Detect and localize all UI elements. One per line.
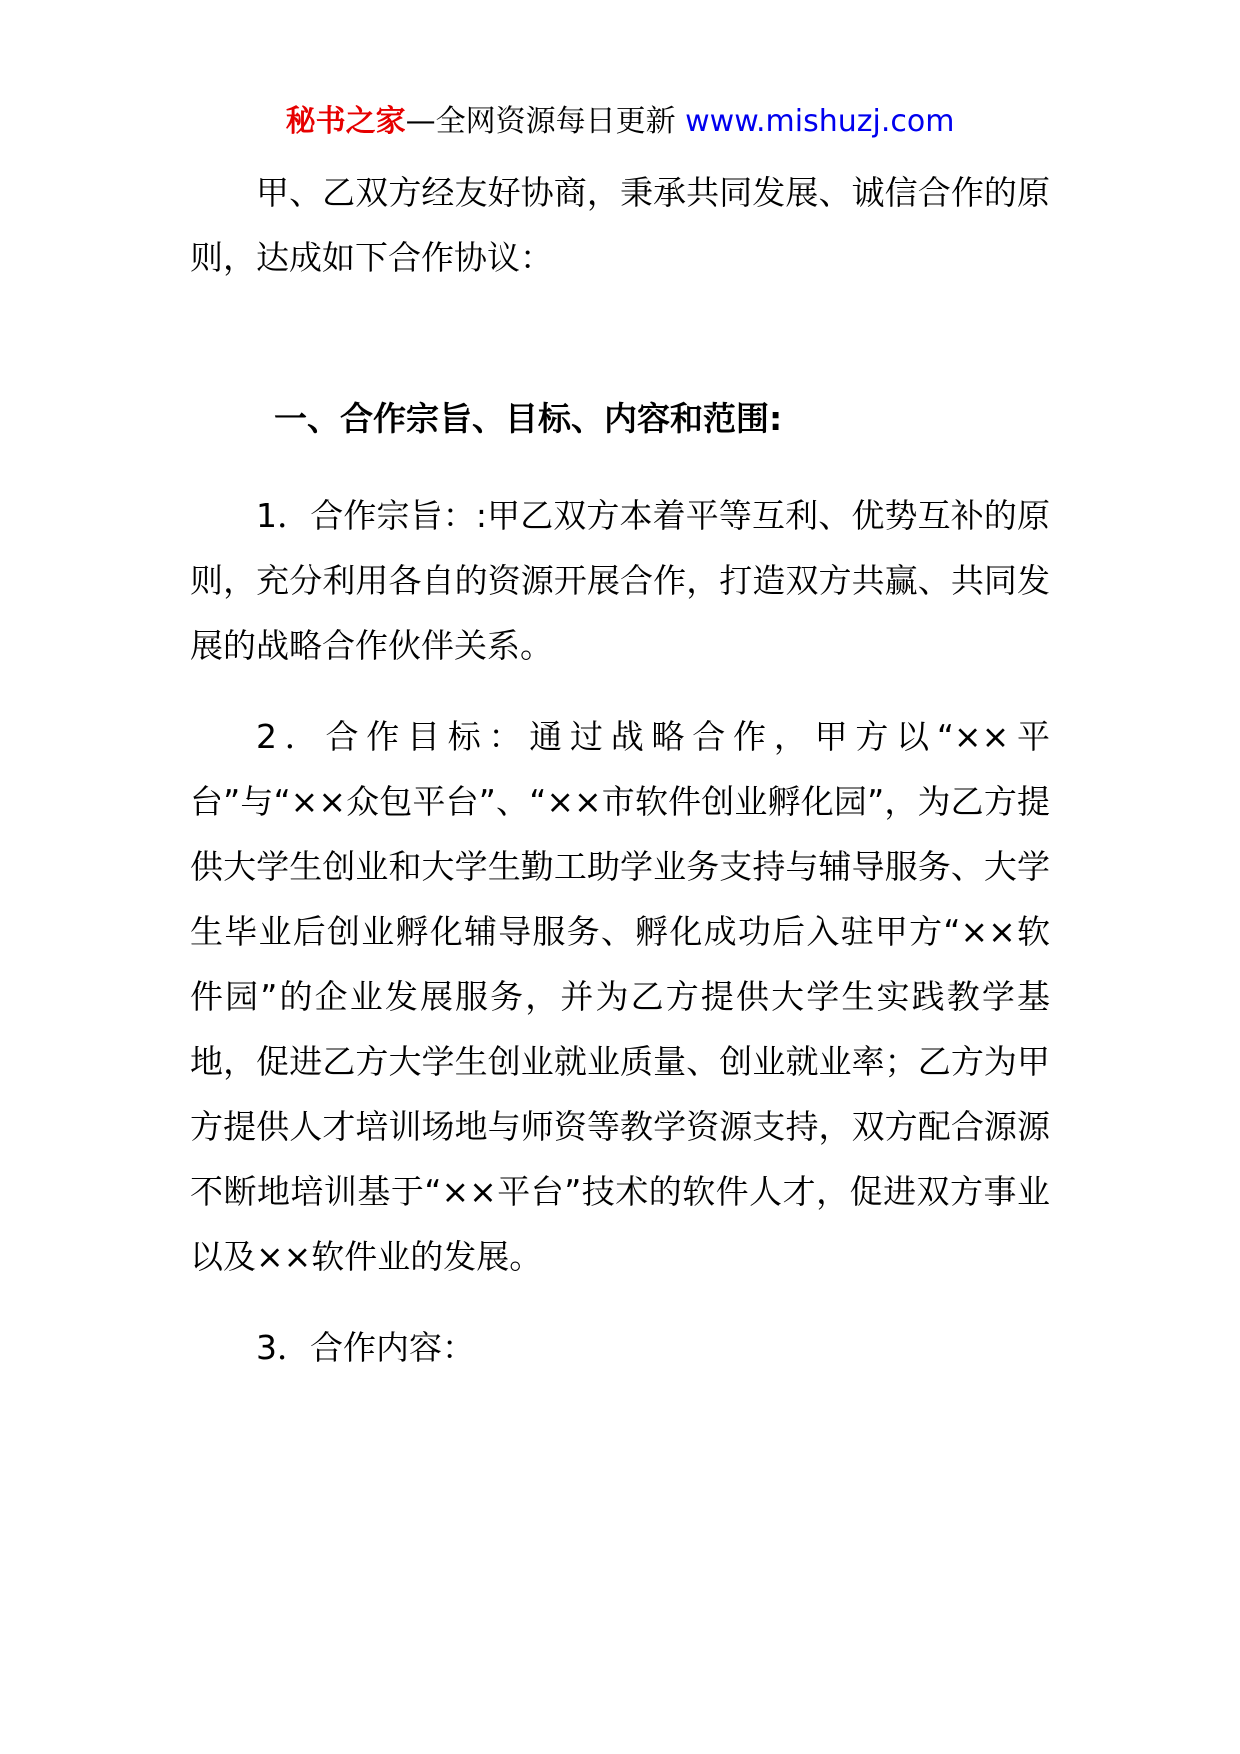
section-heading: 一、合作宗旨、目标、内容和范围: bbox=[274, 399, 783, 438]
item-content-paragraph: 3．合作内容： bbox=[256, 1328, 475, 1367]
site-url-link[interactable]: www.mishuzj.com bbox=[685, 104, 955, 139]
site-brand: 秘书之家 bbox=[285, 104, 406, 139]
intro-paragraph: 甲、乙双方经友好协商，秉承共同发展、诚信合作的原则，达成如下合作协议： bbox=[190, 173, 1050, 277]
document-body bbox=[190, 160, 1050, 1380]
item-purpose-paragraph: 1．合作宗旨：:甲乙双方本着平等互利、优势互补的原则，充分利用各自的资源开展合作，打造双方共赢、共同发展的战略合作伙伴关系。 bbox=[190, 496, 1050, 665]
site-tagline: —全网资源每日更新 bbox=[405, 104, 676, 139]
site-header bbox=[0, 100, 1240, 144]
item-goal-paragraph: 2．合作目标：通过战略合作，甲方以“××平台”与“××众包平台”、“××市软件创业孵化园”，为乙方提供大学生创业和大学生勤工助学业务支持与辅导服务、大学生毕业后创业孵化辅导服务、孵化成功后入驻甲方“××软件园”的企业发展服务，并为乙方提供大学生实践教学基地，促进乙方大学生创业就业质量、创业就业率；乙方为甲方提供人才培训场地与师资等教学资源支持，双方配合源源不断地培训基于“××平台”技术的软件人才，促进双方事业以及××软件业的发展。 bbox=[190, 717, 1050, 1276]
